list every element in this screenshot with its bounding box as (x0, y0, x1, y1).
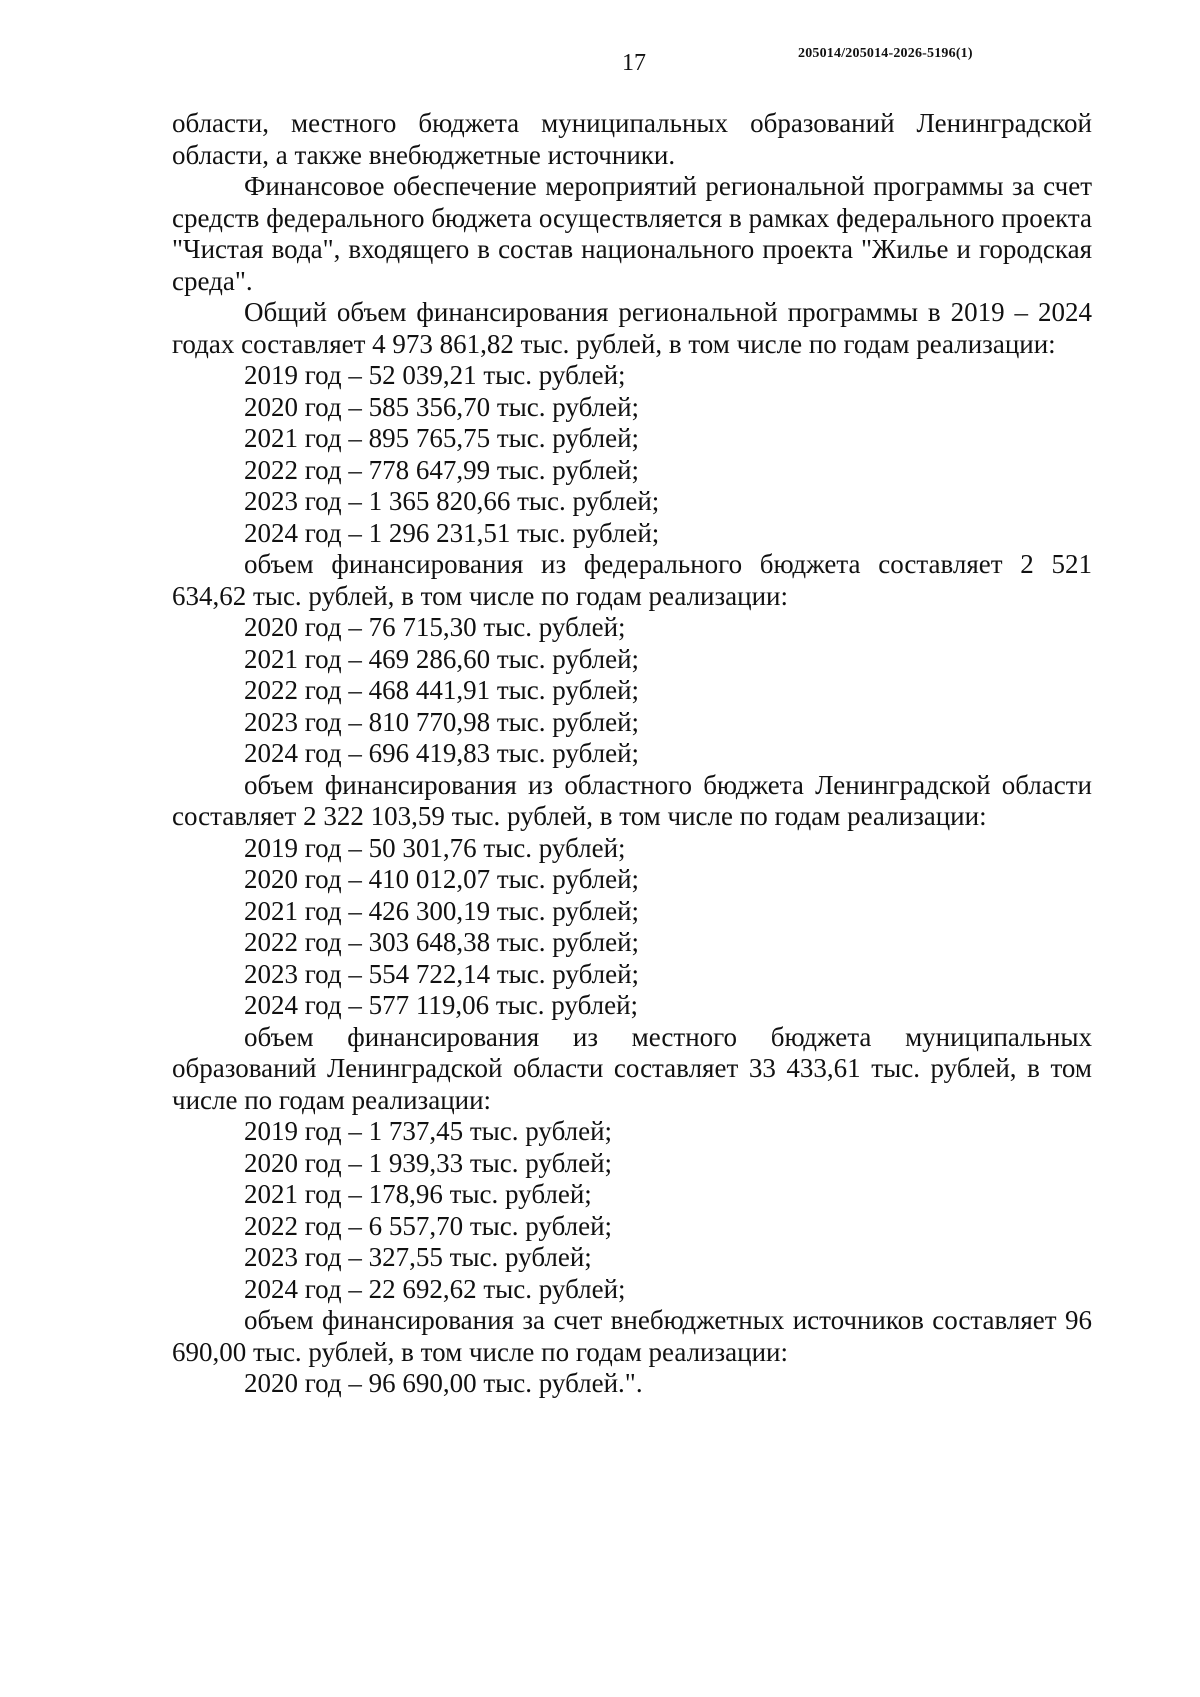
list-item: 2024 год – 1 296 231,51 тыс. рублей; (244, 517, 660, 548)
paragraph-federal-project: Финансовое обеспечение мероприятий региональной программы за счет средств федерального бюджета осуществляется в рамках федерального проекта "Чистая вода", входящего в состав национального проекта "Жилье и городская среда". (172, 171, 1092, 296)
list-item: 2020 год – 76 715,30 тыс. рублей; (244, 612, 626, 642)
paragraph-total-funding: Общий объем финансирования региональной программы в 2019 – 2024 годах составляет 4 973 861,82 тыс. рублей, в том числе по годам реализации: (172, 297, 1092, 359)
list-item: 2021 год – 426 300,19 тыс. рублей; (244, 895, 640, 926)
list-item: 2024 год – 577 119,06 тыс. рублей; (244, 990, 639, 1020)
document-body (172, 108, 1092, 1400)
list-item: 2023 год – 1 365 820,66 тыс. рублей; (244, 486, 660, 516)
page-header (0, 46, 1200, 80)
list-item: 2020 год – 410 012,07 тыс. рублей; (244, 864, 640, 894)
list-item: 2022 год – 778 647,99 тыс. рублей; (244, 454, 640, 485)
list-item: 2019 год – 50 301,76 тыс. рублей; (244, 832, 626, 863)
page-number: 17 (622, 50, 646, 76)
list-item: 2021 год – 895 765,75 тыс. рублей; (244, 423, 640, 453)
list-item: 2020 год – 96 690,00 тыс. рублей.". (244, 1368, 643, 1398)
list-item: 2021 год – 178,96 тыс. рублей; (244, 1179, 592, 1209)
paragraph-local-budget: объем финансирования из местного бюджета муниципальных образований Ленинградской области составляет 33 433,61 тыс. рублей, в том числе по годам реализации: (172, 1021, 1092, 1115)
list-item: 2024 год – 696 419,83 тыс. рублей; (244, 738, 640, 768)
paragraph-continuation: области, местного бюджета муниципальных образований Ленинградской области, а также внебюджетные источники. (172, 108, 1092, 170)
paragraph-extrabudgetary: объем финансирования за счет внебюджетных источников составляет 96 690,00 тыс. рублей, в том числе по годам реализации: (172, 1305, 1092, 1367)
list-item: 2019 год – 1 737,45 тыс. рублей; (244, 1116, 613, 1146)
list-item: 2022 год – 303 648,38 тыс. рублей; (244, 927, 640, 957)
list-item: 2022 год – 468 441,91 тыс. рублей; (244, 675, 640, 705)
list-item: 2020 год – 585 356,70 тыс. рублей; (244, 391, 640, 422)
document-number: 205014/205014-2026-5196(1) (798, 46, 973, 61)
list-item: 2023 год – 327,55 тыс. рублей; (244, 1242, 592, 1272)
list-item: 2024 год – 22 692,62 тыс. рублей; (244, 1273, 626, 1304)
list-item: 2023 год – 554 722,14 тыс. рублей; (244, 958, 640, 989)
list-item: 2020 год – 1 939,33 тыс. рублей; (244, 1147, 613, 1178)
list-item: 2022 год – 6 557,70 тыс. рублей; (244, 1210, 613, 1241)
list-item: 2023 год – 810 770,98 тыс. рублей; (244, 706, 640, 737)
list-item: 2021 год – 469 286,60 тыс. рублей; (244, 643, 640, 674)
list-item: 2019 год – 52 039,21 тыс. рублей; (244, 360, 626, 390)
paragraph-federal-budget: объем финансирования из федерального бюджета составляет 2 521 634,62 тыс. рублей, в том числе по годам реализации: (172, 549, 1092, 611)
paragraph-regional-budget: объем финансирования из областного бюджета Ленинградской области составляет 2 322 103,59 тыс. рублей, в том числе по годам реализации: (172, 769, 1092, 831)
